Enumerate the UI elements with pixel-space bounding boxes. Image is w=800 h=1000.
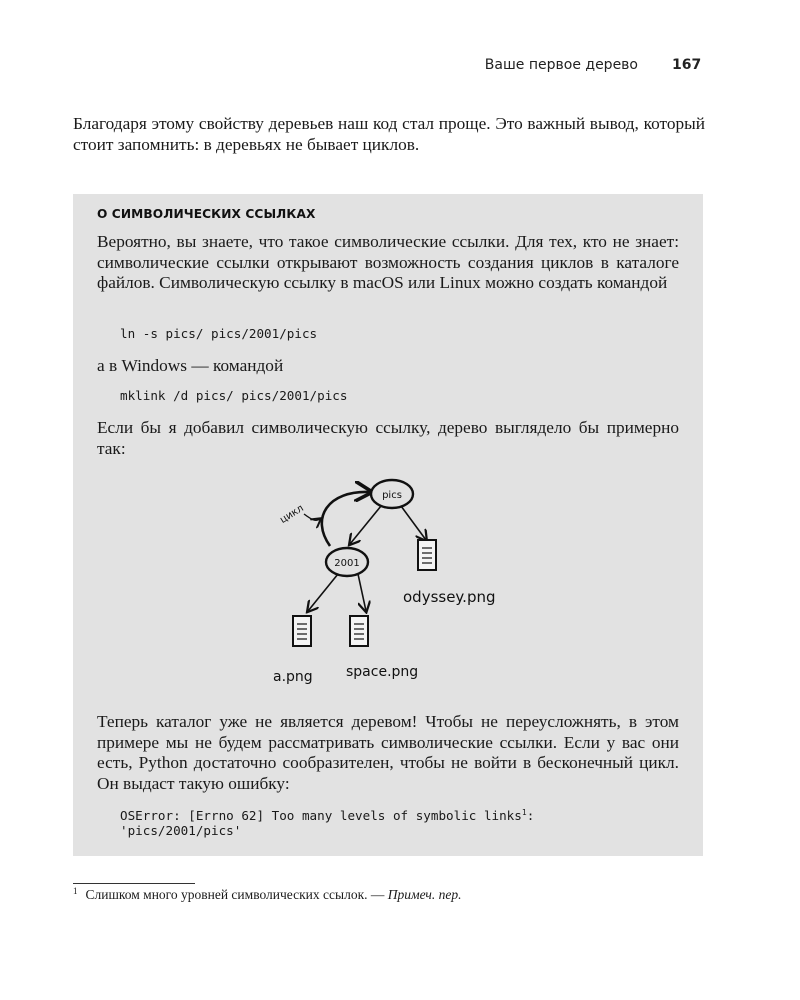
cycle-pointer-arrow bbox=[304, 514, 320, 520]
file-label-odyssey: odyssey.png bbox=[403, 588, 496, 606]
file-icon-space bbox=[350, 616, 368, 646]
sidebar-paragraph-2: а в Windows — командой bbox=[97, 356, 284, 375]
sidebar-paragraph-4: Теперь каталог уже не является деревом! Чтобы не переусложнять, в этом примере мы не будем рассматривать символические ссылки. Если у вас они есть, Python достаточно сообразителен, чтобы не войти в бесконечный цикл. Он выдаст такую ошибку: bbox=[97, 712, 679, 793]
header-title: Ваше первое дерево bbox=[484, 57, 638, 73]
code-mklink: mklink /d pics/ pics/2001/pics bbox=[120, 388, 348, 403]
cycle-label: цикл bbox=[278, 502, 306, 526]
file-label-space: space.png bbox=[346, 664, 419, 680]
edge-pics-2001 bbox=[350, 506, 381, 544]
symlink-tree-figure bbox=[258, 478, 518, 698]
sidebar-title: О СИМВОЛИЧЕСКИХ ССЫЛКАХ bbox=[97, 207, 316, 221]
page-number: 167 bbox=[672, 57, 702, 73]
edge-2001-space bbox=[358, 574, 366, 611]
node-pics-label: pics bbox=[382, 490, 402, 501]
footnote-italic: Примеч. пер. bbox=[387, 887, 462, 902]
edge-pics-odyssey bbox=[401, 506, 426, 540]
code-error-line1: OSError: [Errno 62] Too many levels of symbolic links bbox=[120, 808, 522, 823]
file-icon-a bbox=[293, 616, 311, 646]
footnote bbox=[73, 887, 462, 903]
code-error bbox=[120, 808, 534, 838]
code-error-line1-end: : bbox=[526, 808, 535, 823]
file-icon-odyssey bbox=[418, 540, 436, 570]
file-label-a: a.png bbox=[273, 669, 313, 685]
code-ln: ln -s pics/ pics/2001/pics bbox=[120, 326, 318, 341]
footnote-rule bbox=[73, 883, 195, 884]
node-2001-label: 2001 bbox=[334, 558, 360, 569]
footnote-ref: 1 bbox=[521, 808, 527, 817]
footnote-marker: 1 bbox=[73, 886, 78, 896]
sidebar-paragraph-1: Вероятно, вы знаете, что такое символические ссылки. Для тех, кто не знает: символические ссылки открывают возможность создания циклов в каталоге файлов. Символическую ссылку в macOS или Linux можно создать командой bbox=[97, 232, 679, 292]
intro-paragraph: Благодаря этому свойству деревьев наш код стал проще. Это важный вывод, который стоит запомнить: в деревьях не бывает циклов. bbox=[73, 114, 705, 154]
footnote-text: Слишком много уровней символических ссылок. — bbox=[85, 887, 388, 902]
sidebar-paragraph-3: Если бы я добавил символическую ссылку, дерево выглядело бы примерно так: bbox=[97, 418, 679, 458]
cycle-arc bbox=[322, 492, 370, 546]
edge-2001-a bbox=[308, 574, 338, 611]
sidebar-box bbox=[73, 194, 703, 856]
code-error-line2: 'pics/2001/pics' bbox=[120, 823, 242, 838]
